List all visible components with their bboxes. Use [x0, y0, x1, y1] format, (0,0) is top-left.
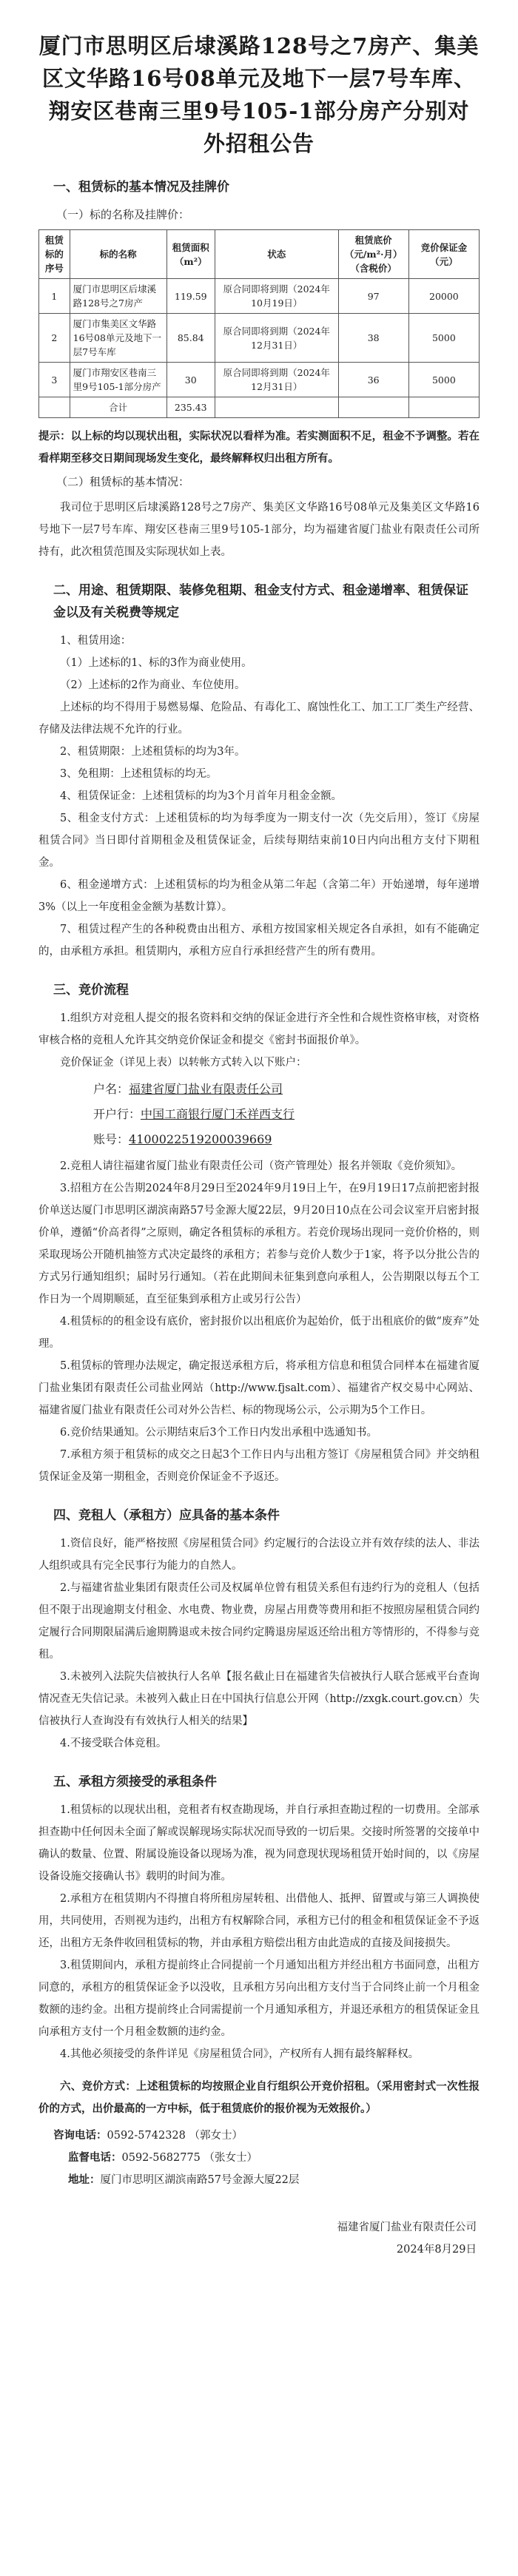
table-total-area: 235.43	[166, 397, 215, 418]
section-1-heading: 一、租赁标的基本情况及挂牌价	[53, 180, 229, 195]
s3-p5: 5.租赁标的管理办法规定，确定报送承租方后，将承租方信息和租赁合同样本在福建省厦门盐业集团有限责任公司盐业网站（http://www.fjsalt.com）、福建省产权交易中心网站、福建省厦门盐业有限责任公司对外公告栏、标的物现场公示，公示期为5个工作日。	[38, 1360, 480, 1416]
account-number-value: 4100022519200039669	[129, 1132, 272, 1146]
table-cell: 2	[39, 314, 70, 363]
s3-p7: 7.承租方须于租赁标的成交之日起3个工作日内与出租方签订《房屋租赁合同》并交纳租赁保证金及第一期租金，否则竞价保证金不予返还。	[38, 1449, 480, 1483]
account-name-label: 户名：	[93, 1082, 130, 1096]
s4-p1: 1.资信良好，能严格按照《房屋租赁合同》约定履行的合法设立并有效存续的法人、非法人组织或具有完全民事行为能力的自然人。	[38, 1538, 480, 1572]
s3-p1: 1.组织方对竞租人提交的报名资料和交纳的保证金进行齐全性和合规性资格审核，对资格审核合格的竞租人允许其交纳竞价保证金和提交《密封书面报价单》。	[38, 1012, 480, 1046]
table-header: 竞价保证金（元）	[408, 230, 479, 279]
supervision-phone-label: 监督电话：	[68, 2151, 122, 2164]
table-row	[39, 279, 480, 314]
supervision-phone	[53, 2147, 480, 2169]
address	[53, 2169, 480, 2191]
account-number-label: 账号：	[93, 1132, 130, 1146]
s5-p1: 1.租赁标的以现状出租，竞租者有权查勘现场，并自行承担查勘过程的一切费用。全部承担查勘中任何因未全面了解或误解现场实际状况而导致的一切后果。交接时所签署的交接单中确认的数量、位置、附属设施设备以现场为准，视为同意现状现场租赁开始时间的，以《房屋设备设施交接确认书》载明的时间为准。	[38, 1804, 480, 1883]
account-name-row	[93, 1077, 480, 1102]
s4-p3: 3.未被列入法院失信被执行人名单【报名截止日在福建省失信被执行人联合惩戒平台查询情况查无失信记录。未被列入截止日在中国执行信息公开网（http://zxgk.court.gov.cn）失信被执行人查询没有有效执行人相关的结果】	[38, 1671, 480, 1727]
s3-p1b: 竞价保证金（详见上表）以转帐方式转入以下账户：	[60, 1057, 307, 1069]
contact-phone-value: 0592-5742328 （郭女士）	[107, 2130, 243, 2142]
s5-p3: 3.租赁期间内，承租方提前终止合同提前一个月通知出租方并经出租方书面同意，出租方同意的，承租方的租赁保证金予以没收，且承租方另向出租方支付当于合同终止前一个月租金数额的违约金。出租方提前终止合同需提前一个月通知承租方，并退还承租方的租赁保证金且向承租方支付一个月租金数额的违约金。	[38, 1960, 480, 2038]
table-row	[39, 314, 480, 363]
table-total-label: 合计	[70, 397, 166, 418]
account-number-row	[93, 1127, 480, 1152]
table-cell	[215, 397, 338, 418]
table-cell: 36	[338, 363, 408, 397]
table-cell: 30	[166, 363, 215, 397]
s5-p2: 2.承租方在租赁期内不得擅自将所租房屋转租、出借他人、抵押、留置或与第三人调换使用，共同使用，否则视为违约，出租方有权解除合同，承租方已付的租金和租赁保证金不予返还，出租方无条件收回租赁标的物，并由承租方赔偿出租方由此造成的直接及间接损失。	[38, 1893, 480, 1949]
address-value: 厦门市思明区湖滨南路57号金源大厦22层	[100, 2174, 300, 2186]
table-cell	[408, 397, 479, 418]
s2-p1b: （2）上述标的2作为商业、车位使用。	[60, 679, 246, 691]
contact-block	[53, 2125, 480, 2191]
table-header-row	[39, 230, 480, 279]
s2-p1c: 上述标的均不得用于易燃易爆、危险品、有毒化工、腐蚀性化工、加工工厂类生产经营、存储及法律法规不允许的行业。	[38, 702, 480, 736]
s2-p7: 7、租赁过程产生的各种税费由出租方、承租方按国家相关规定各自承担，如有不能确定的，由承租方承担。租赁期内，承租方应自行承担经营产生的所有费用。	[38, 924, 480, 958]
table-cell: 厦门市思明区后埭溪路128号之7房产	[70, 279, 166, 314]
table-cell: 原合同即将到期（2024年10月19日）	[215, 279, 338, 314]
table-cell	[39, 397, 70, 418]
s4-p2: 2.与福建省盐业集团有限责任公司及权属单位曾有租赁关系但有违约行为的竞租人（包括但不限于出现逾期支付租金、水电费、物业费，房屋占用费等费用和拒不按照房屋租赁合同约定履行合同期限届满后逾期腾退或未按合同约定腾退房屋返还给出租方等情形的，不得参与竞租。	[38, 1582, 480, 1661]
contact-phone	[53, 2125, 480, 2147]
address-label: 地址：	[68, 2173, 101, 2186]
table-header: 租赁面积（m²）	[166, 230, 215, 279]
table-cell: 97	[338, 279, 408, 314]
s3-p2: 2.竞租人请往福建省厦门盐业有限责任公司（资产管理处）报名并领取《竞价须知》。	[60, 1160, 462, 1172]
table-notice: 提示：以上标的均以现状出租，实际状况以看样为准。若实测面积不足，租金不予调整。若在看样期至移交日期间现场发生变化，最终解释权归出租方所有。	[38, 430, 480, 465]
account-name-value: 福建省厦门盐业有限责任公司	[129, 1082, 283, 1096]
s2-p6: 6、租金递增方式：上述租赁标的均为租金从第二年起（含第二年）开始递增，每年递增3%（以上一年度租金金额为基数计算）。	[38, 879, 480, 913]
table-cell: 5000	[408, 363, 479, 397]
table-cell: 1	[39, 279, 70, 314]
table-header: 状态	[215, 230, 338, 279]
table-cell: 厦门市集美区文华路16号08单元及地下一层7号车库	[70, 314, 166, 363]
table-cell: 38	[338, 314, 408, 363]
s2-p2: 2、租赁期限：上述租赁标的均为3年。	[60, 746, 246, 758]
section-1-sub1: （一）标的名称及挂牌价：	[56, 208, 190, 221]
bank-account	[93, 1077, 480, 1152]
account-bank-row	[93, 1102, 480, 1127]
s2-p3: 3、免租期：上述租赁标的均无。	[60, 768, 218, 780]
table-header: 标的名称	[70, 230, 166, 279]
s2-p4: 4、租赁保证金：上述租赁标的均为3个月首年月租金金额。	[60, 790, 342, 802]
s2-p1a: （1）上述标的1、标的3作为商业使用。	[60, 657, 252, 669]
contact-phone-label: 咨询电话：	[53, 2129, 107, 2142]
table-cell: 3	[39, 363, 70, 397]
section-1-sub2-text: 我司位于思明区后埭溪路128号之7房产、集美区文华路16号08单元及集美区文华路16号地下一层7号车库、翔安区巷南三里9号105-1部分，均为福建省厦门盐业有限责任公司所持有，此次租赁范围及实际现状如上表。	[38, 502, 480, 558]
s3-p6: 6.竞价结果通知。公示期结束后3个工作日内发出承租中选通知书。	[60, 1427, 378, 1439]
rental-table	[38, 229, 480, 418]
signature-date: 2024年8月29日	[396, 2244, 477, 2256]
s3-p3: 3.招租方在公告期2024年8月29日至2024年9月19日上午，在9月19日17点前把密封报价单送达厦门市思明区湖滨南路57号金源大厦22层，9月20日10点在公司会议室开启密封报价单，遵循“价高者得”之原则，确定各租赁标的承租方。若竞价现场出现同一竞价价格的，则采取现场公开随机抽签方式决定最终的承租方；若参与竞价人数少于1家，将予以分批公告的方式另行通知组织；届时另行通知。（若在此期间未征集到意向承租人，公告期限以每五个工作日为一个周期顺延，直至征集到承租方止或另行公告）	[38, 1183, 480, 1305]
page-title: 厦门市思明区后埭溪路128号之7房产、集美区文华路16号08单元及地下一层7号车库、翔安区巷南三里9号105-1部分房产分别对外招租公告	[38, 33, 480, 156]
s6-p1: 六、竞价方式：上述租赁标的均按照企业自行组织公开竞价招租。（采用密封式一次性报价的方式，出价最高的一方中标，低于租赁底价的报价视为无效报价。）	[38, 2080, 480, 2115]
section-5-heading: 五、承租方须接受的承租条件	[53, 1775, 217, 1789]
table-cell	[338, 397, 408, 418]
table-header: 租赁标的序号	[39, 230, 70, 279]
supervision-phone-value: 0592-5682775 （张女士）	[121, 2152, 258, 2164]
table-cell: 85.84	[166, 314, 215, 363]
s2-p1: 1、租赁用途：	[60, 635, 132, 647]
table-row	[39, 363, 480, 397]
section-2-heading: 二、用途、租赁期限、装修免租期、租金支付方式、租金递增率、租赁保证金以及有关税费等规定	[53, 583, 468, 620]
section-3-heading: 三、竞价流程	[53, 983, 129, 998]
s2-p5: 5、租金支付方式：上述租赁标的均为每季度为一期支付一次（先交后用），签订《房屋租赁合同》当日即付首期租金及租赁保证金，后续每期结束前10日内向出租方支付下期租金。	[38, 813, 480, 869]
s4-p4: 4.不接受联合体竞租。	[60, 1738, 167, 1749]
s3-p4: 4.租赁标的的租金设有底价，密封报价以出租底价为起始价，低于出租底价的做“废弃”处理。	[38, 1316, 480, 1350]
table-cell: 厦门市翔安区巷南三里9号105-1部分房产	[70, 363, 166, 397]
table-header: 租赁底价（元/m²·月）（含税价）	[338, 230, 408, 279]
account-bank-label: 开户行：	[93, 1107, 141, 1121]
table-cell: 原合同即将到期（2024年12月31日）	[215, 363, 338, 397]
s5-p4: 4.其他必须接受的条件详见《房屋租赁合同》，产权所有人拥有最终解释权。	[60, 2048, 420, 2060]
table-cell: 5000	[408, 314, 479, 363]
section-1-sub2: （二）租赁标的基本情况：	[56, 475, 190, 488]
section-4-heading: 四、竞租人（承租方）应具备的基本条件	[53, 1508, 280, 1523]
table-cell: 119.59	[166, 279, 215, 314]
table-cell: 原合同即将到期（2024年12月31日）	[215, 314, 338, 363]
signature-company: 福建省厦门盐业有限责任公司	[337, 2222, 477, 2233]
table-cell: 20000	[408, 279, 479, 314]
table-total-row	[39, 397, 480, 418]
account-bank-value: 中国工商银行厦门禾祥西支行	[141, 1107, 295, 1121]
